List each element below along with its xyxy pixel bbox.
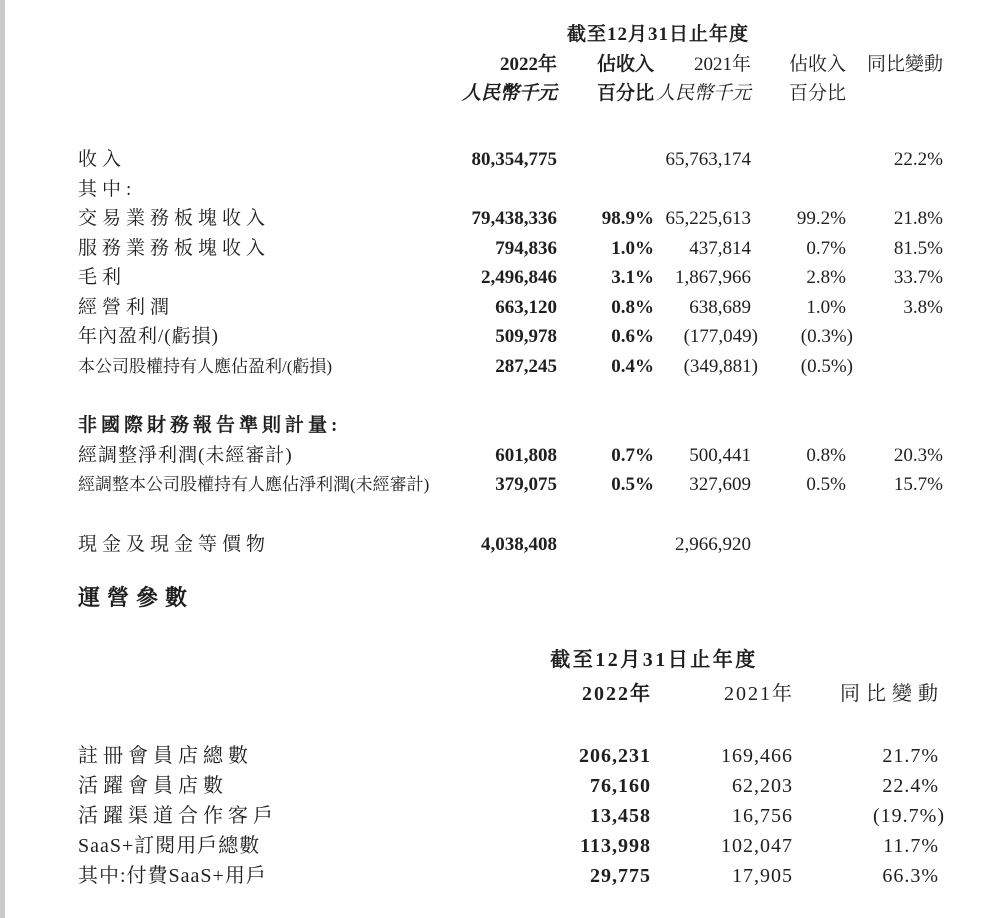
row-label: 交易業務板塊收入 [78,208,271,230]
value-2022: 79,438,336 [471,208,557,230]
column-subheader: 人民幣千元 [461,83,557,105]
pct-2021: (0.3%) [800,326,853,348]
table-row [78,470,943,500]
column-subheader: 百分比 [788,83,846,105]
yoy-value: 33.7% [893,267,943,289]
pct-2021: 0.7% [806,237,846,259]
yoy-value: 20.3% [893,444,943,466]
table-row [78,530,943,560]
operating-parameters-heading: 運營參數 [78,585,195,610]
table-row [78,145,943,175]
pct-2022: 1.0% [611,237,654,259]
value-2021: 65,225,613 [665,208,751,230]
row-label: 毛利 [78,267,127,289]
table2-rows [78,741,945,891]
table1-period-header: 截至12月31日止年度 [566,24,749,45]
column-header: 2022年 [582,683,652,705]
column-header: 2021年 [724,683,794,705]
table-row [78,263,943,293]
column-header: 2021年 [693,54,751,76]
value-2022: 13,458 [590,805,651,827]
table1-main-rows [78,145,943,381]
value-2021: 62,203 [732,775,793,797]
row-label: 活躍會員店數 [78,775,228,797]
pct-2022: 3.1% [611,267,654,289]
value-2021: 102,047 [721,835,793,857]
yoy-value: 22.4% [882,775,939,797]
value-2021: 1,867,966 [675,267,751,289]
column-header: 佔收入 [596,54,654,76]
value-2021: (349,881) [683,355,758,377]
yoy-value: 21.8% [893,208,943,230]
yoy-value: 3.8% [903,296,943,318]
row-label: 經調整本公司股權持有人應佔淨利潤(未經審計) [78,475,430,495]
pct-2021: 0.8% [806,444,846,466]
column-header: 2022年 [499,54,557,76]
pct-2021: 99.2% [796,208,846,230]
table-row [78,175,943,205]
table-row [78,204,943,234]
pct-2021: (0.5%) [800,355,853,377]
value-2022: 2,496,846 [481,267,557,289]
pct-2022: 98.9% [601,208,654,230]
value-2021: 65,763,174 [665,149,751,171]
row-label: 註冊會員店總數 [78,745,253,767]
column-subheader: 百分比 [596,83,654,105]
value-2022: 76,160 [590,775,651,797]
table-group-heading-row [78,411,943,441]
value-2021: 2,966,920 [675,534,751,556]
value-2022: 509,978 [495,326,557,348]
value-2021: 16,756 [732,805,793,827]
value-2022: 663,120 [495,296,557,318]
table-row [78,741,938,771]
value-2022: 379,075 [495,474,557,496]
value-2022: 206,231 [579,745,651,767]
row-label: 本公司股權持有人應佔盈利/(虧損) [78,356,333,376]
value-2021: 327,609 [689,474,751,496]
row-label: 經營利潤 [78,296,175,318]
column-header: 佔收入 [788,54,846,76]
value-2022: 601,808 [495,444,557,466]
table1-header-row-2 [78,79,943,109]
row-label: 其中: [78,178,137,200]
yoy-value: 22.2% [893,149,943,171]
row-label: 現金及現金等價物 [78,534,271,556]
table1-cash-rows [78,530,943,560]
table-row [78,293,943,323]
table-row [78,801,945,831]
table-row [78,322,943,352]
value-2021: 17,905 [732,865,793,887]
row-label: 活躍渠道合作客戶 [78,805,278,827]
column-header: 同比變動 [840,683,944,705]
value-2022: 113,998 [580,835,651,857]
table-row [78,234,943,264]
row-label: 服務業務板塊收入 [78,237,271,259]
pct-2022: 0.6% [611,326,654,348]
table-row [78,831,938,861]
table-row [78,441,943,471]
yoy-value: (19.7%) [873,805,945,827]
value-2022: 287,245 [495,355,557,377]
table2-header-row [78,679,944,709]
pct-2021: 2.8% [806,267,846,289]
row-label: 年內盈利/(虧損) [78,326,219,348]
pct-2022: 0.7% [611,444,654,466]
value-2021: 437,814 [689,237,751,259]
pct-2022: 0.8% [611,296,654,318]
yoy-value: 21.7% [882,745,939,767]
table-row [78,352,943,382]
row-label: 其中:付費SaaS+用戶 [78,865,267,887]
column-header: 同比變動 [866,54,943,76]
table-row [78,771,938,801]
pct-2022: 0.5% [611,474,654,496]
row-label: SaaS+訂閱用戶總數 [78,835,261,857]
value-2021: (177,049) [683,326,758,348]
pct-2021: 1.0% [806,296,846,318]
value-2022: 4,038,408 [481,534,557,556]
yoy-value: 81.5% [893,237,943,259]
table2-period-header: 截至12月31日止年度 [550,649,758,671]
value-2021: 638,689 [689,296,751,318]
value-2022: 29,775 [590,865,651,887]
page-edge-strip [0,0,5,918]
value-2022: 794,836 [495,237,557,259]
yoy-value: 15.7% [893,474,943,496]
value-2022: 80,354,775 [471,149,557,171]
pct-2022: 0.4% [611,355,654,377]
table1-nonifrs-rows [78,411,943,500]
table1-header-row-1 [78,50,943,80]
value-2021: 169,466 [721,745,793,767]
pct-2021: 0.5% [806,474,846,496]
row-label: 經調整淨利潤(未經審計) [78,444,293,466]
group-heading-label: 非國際財務報告準則計量: [78,415,342,437]
value-2021: 500,441 [689,444,751,466]
yoy-value: 11.7% [883,835,939,857]
row-label: 收入 [78,149,127,171]
yoy-value: 66.3% [882,865,939,887]
column-subheader: 人民幣千元 [655,83,751,105]
table-row [78,861,938,891]
